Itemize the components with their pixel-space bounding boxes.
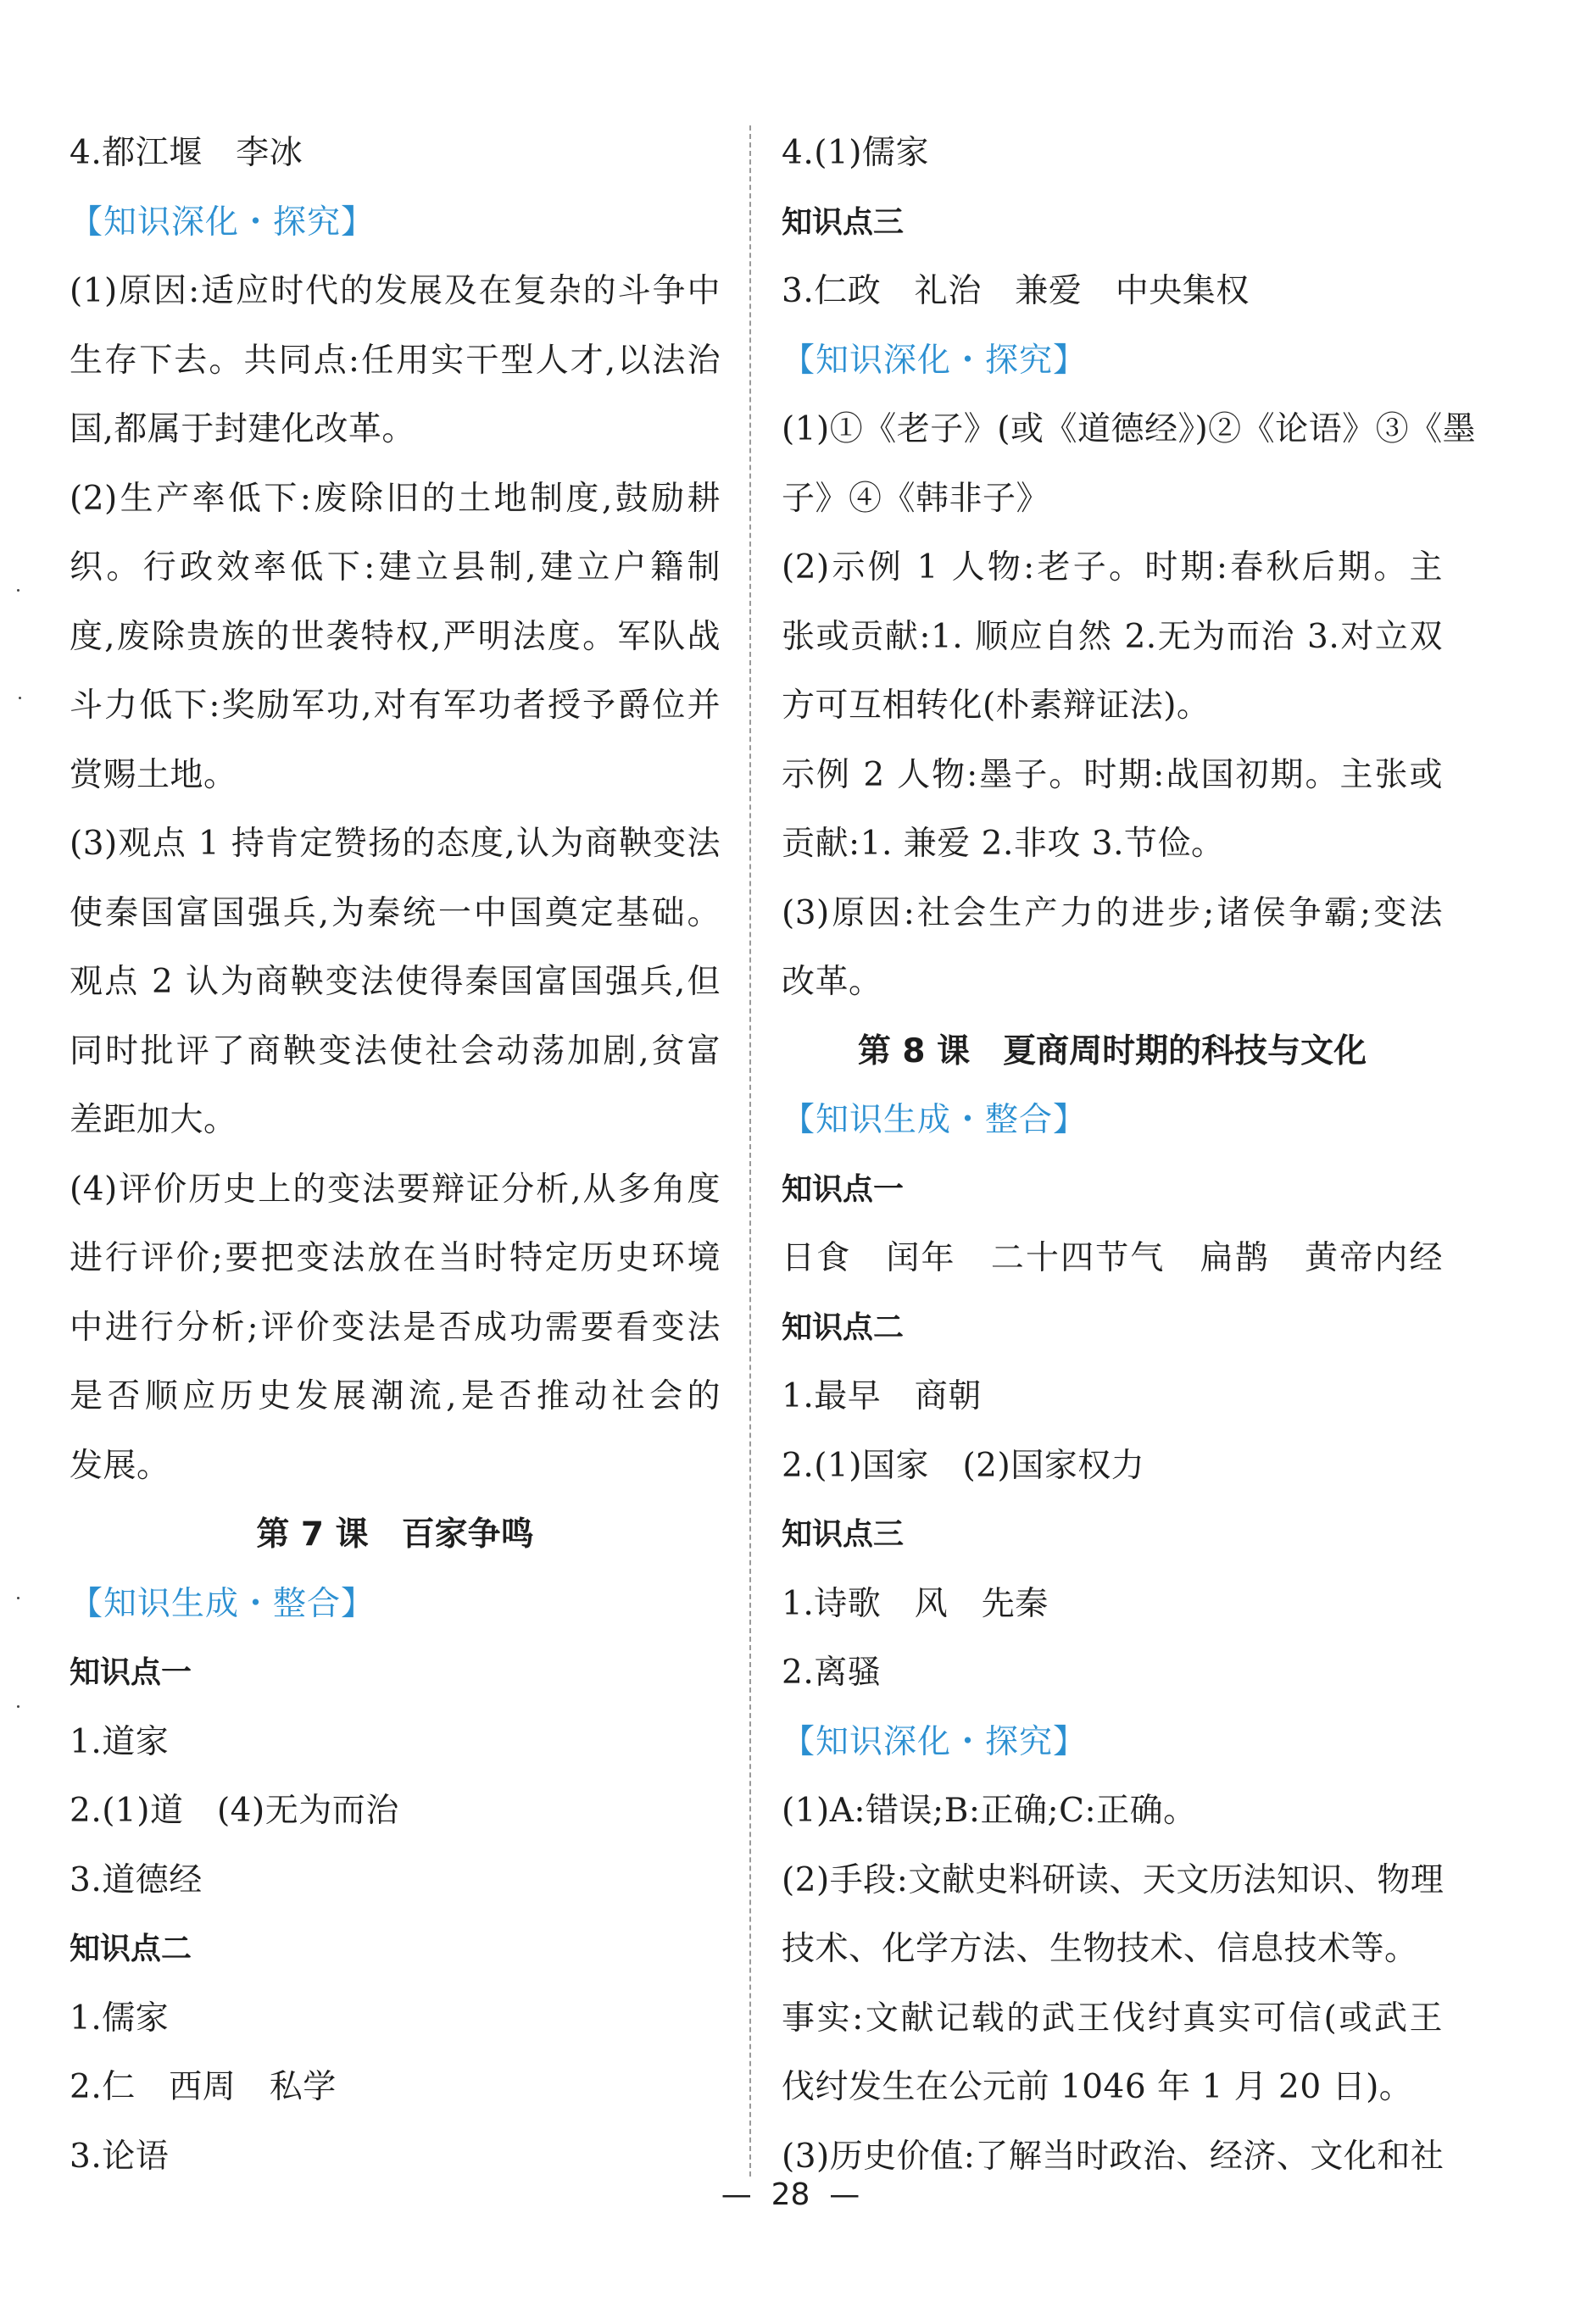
- answer-line: 2.离骚: [782, 1654, 882, 1692]
- answer-line: 3.道德经: [70, 1860, 203, 1899]
- answer-line: 同时批评了商鞅变法使社会动荡加剧,贫富: [70, 1031, 721, 1070]
- answer-line: (2)手段:文献史料研读、天文历法知识、物理: [782, 1860, 1445, 1899]
- answer-line: 2.仁 西周 私学: [70, 2068, 337, 2106]
- lesson-title: 第 8 课 夏商周时期的科技与文化: [857, 1031, 1367, 1070]
- answer-line: 生存下去。共同点:任用实干型人才,以法治: [70, 341, 721, 380]
- answer-line: 进行评价;要把变法放在当时特定历史环境: [70, 1239, 721, 1277]
- answer-line: (3)历史价值:了解当时政治、经济、文化和社: [782, 2137, 1445, 2176]
- answer-line: 事实:文献记载的武王伐纣真实可信(或武王: [782, 1999, 1443, 2038]
- answer-line: 3.仁政 礼治 兼爱 中央集权: [782, 272, 1250, 310]
- answer-line: 方可互相转化(朴素辩证法)。: [782, 687, 1211, 725]
- answer-line: 赏赐土地。: [70, 755, 237, 794]
- answer-line: 日食 闰年 二十四节气 扁鹊 黄帝内经: [782, 1239, 1443, 1277]
- knowledge-point-heading: 知识点一: [782, 1171, 905, 1207]
- answer-line: (3)原因:社会生产力的进步;诸侯争霸;变法: [782, 893, 1443, 932]
- right-column: [782, 119, 1477, 2191]
- answer-line: 织。行政效率低下:建立县制,建立户籍制: [70, 548, 721, 587]
- knowledge-point-heading: 知识点三: [782, 204, 905, 240]
- margin-speck: [17, 1705, 19, 1708]
- answer-line: 度,废除贵族的世袭特权,严明法度。军队战: [70, 617, 721, 656]
- answer-line: 张或贡献:1. 顺应自然 2.无为而治 3.对立双: [782, 617, 1443, 656]
- section-heading-generate-integrate: 【知识生成・整合】: [70, 1584, 376, 1623]
- answer-line: 1.儒家: [70, 1999, 170, 2038]
- answer-line: 1.诗歌 风 先秦: [782, 1584, 1049, 1623]
- answer-line: 1.道家: [70, 1722, 170, 1761]
- page-number: — 28 —: [721, 2177, 860, 2212]
- answer-line: (2)示例 1 人物:老子。时期:春秋后期。主: [782, 548, 1443, 587]
- knowledge-point-heading: 知识点三: [782, 1517, 905, 1552]
- answer-line: 使秦国富国强兵,为秦统一中国奠定基础。: [70, 893, 721, 932]
- section-heading-deepen-explore: 【知识深化・探究】: [782, 341, 1088, 380]
- knowledge-point-heading: 知识点二: [70, 1932, 192, 1966]
- answer-line: 3.论语: [70, 2137, 170, 2176]
- margin-speck: [17, 1597, 19, 1599]
- answer-line: 技术、化学方法、生物技术、信息技术等。: [782, 1930, 1418, 1968]
- answer-line: 4.都江堰 李冰: [70, 134, 303, 172]
- answer-line: (1)A:错误;B:正确;C:正确。: [782, 1792, 1197, 1830]
- answer-line: 2.(1)国家 (2)国家权力: [782, 1446, 1145, 1485]
- answer-line: (3)观点 1 持肯定赞扬的态度,认为商鞅变法: [70, 825, 721, 863]
- column-divider: [749, 125, 751, 2177]
- answer-line: (4)评价历史上的变法要辩证分析,从多角度: [70, 1170, 721, 1209]
- left-column: [70, 119, 721, 2191]
- section-heading-deepen-explore: 【知识深化・探究】: [782, 1722, 1088, 1761]
- answer-line: 1.最早 商朝: [782, 1377, 982, 1415]
- section-heading-deepen-explore: 【知识深化・探究】: [70, 203, 376, 242]
- answer-line: 2.(1)道 (4)无为而治: [70, 1792, 399, 1830]
- section-heading-generate-integrate: 【知识生成・整合】: [782, 1101, 1088, 1139]
- answer-line: 中进行分析;评价变法是否成功需要看变法: [70, 1308, 721, 1347]
- answer-line: 国,都属于封建化改革。: [70, 410, 415, 448]
- lesson-title: 第 7 课 百家争鸣: [256, 1515, 534, 1554]
- answer-line: (2)生产率低下:废除旧的土地制度,鼓励耕: [70, 479, 721, 518]
- margin-speck: [19, 697, 21, 699]
- margin-speck: [17, 589, 19, 592]
- knowledge-point-heading: 知识点二: [782, 1309, 905, 1345]
- answer-line: 差距加大。: [70, 1101, 237, 1139]
- answer-line: 观点 2 认为商鞅变法使得秦国富国强兵,但: [70, 963, 721, 1001]
- answer-line: 子》④《韩非子》: [782, 479, 1050, 518]
- answer-line: 示例 2 人物:墨子。时期:战国初期。主张或: [782, 755, 1443, 794]
- answer-line: 4.(1)儒家: [782, 134, 929, 172]
- answer-line: 贡献:1. 兼爱 2.非攻 3.节俭。: [782, 825, 1225, 863]
- answer-line: 斗力低下:奖励军功,对有军功者授予爵位并: [70, 687, 721, 725]
- knowledge-point-heading: 知识点一: [70, 1655, 192, 1690]
- answer-line: (1)①《老子》(或《道德经》)②《论语》③《墨: [782, 410, 1477, 448]
- answer-line: 改革。: [782, 963, 882, 1001]
- answer-line: (1)原因:适应时代的发展及在复杂的斗争中: [70, 272, 721, 310]
- answer-line: 伐纣发生在公元前 1046 年 1 月 20 日)。: [782, 2068, 1413, 2106]
- answer-line: 是否顺应历史发展潮流,是否推动社会的: [70, 1377, 721, 1415]
- answer-line: 发展。: [70, 1446, 170, 1485]
